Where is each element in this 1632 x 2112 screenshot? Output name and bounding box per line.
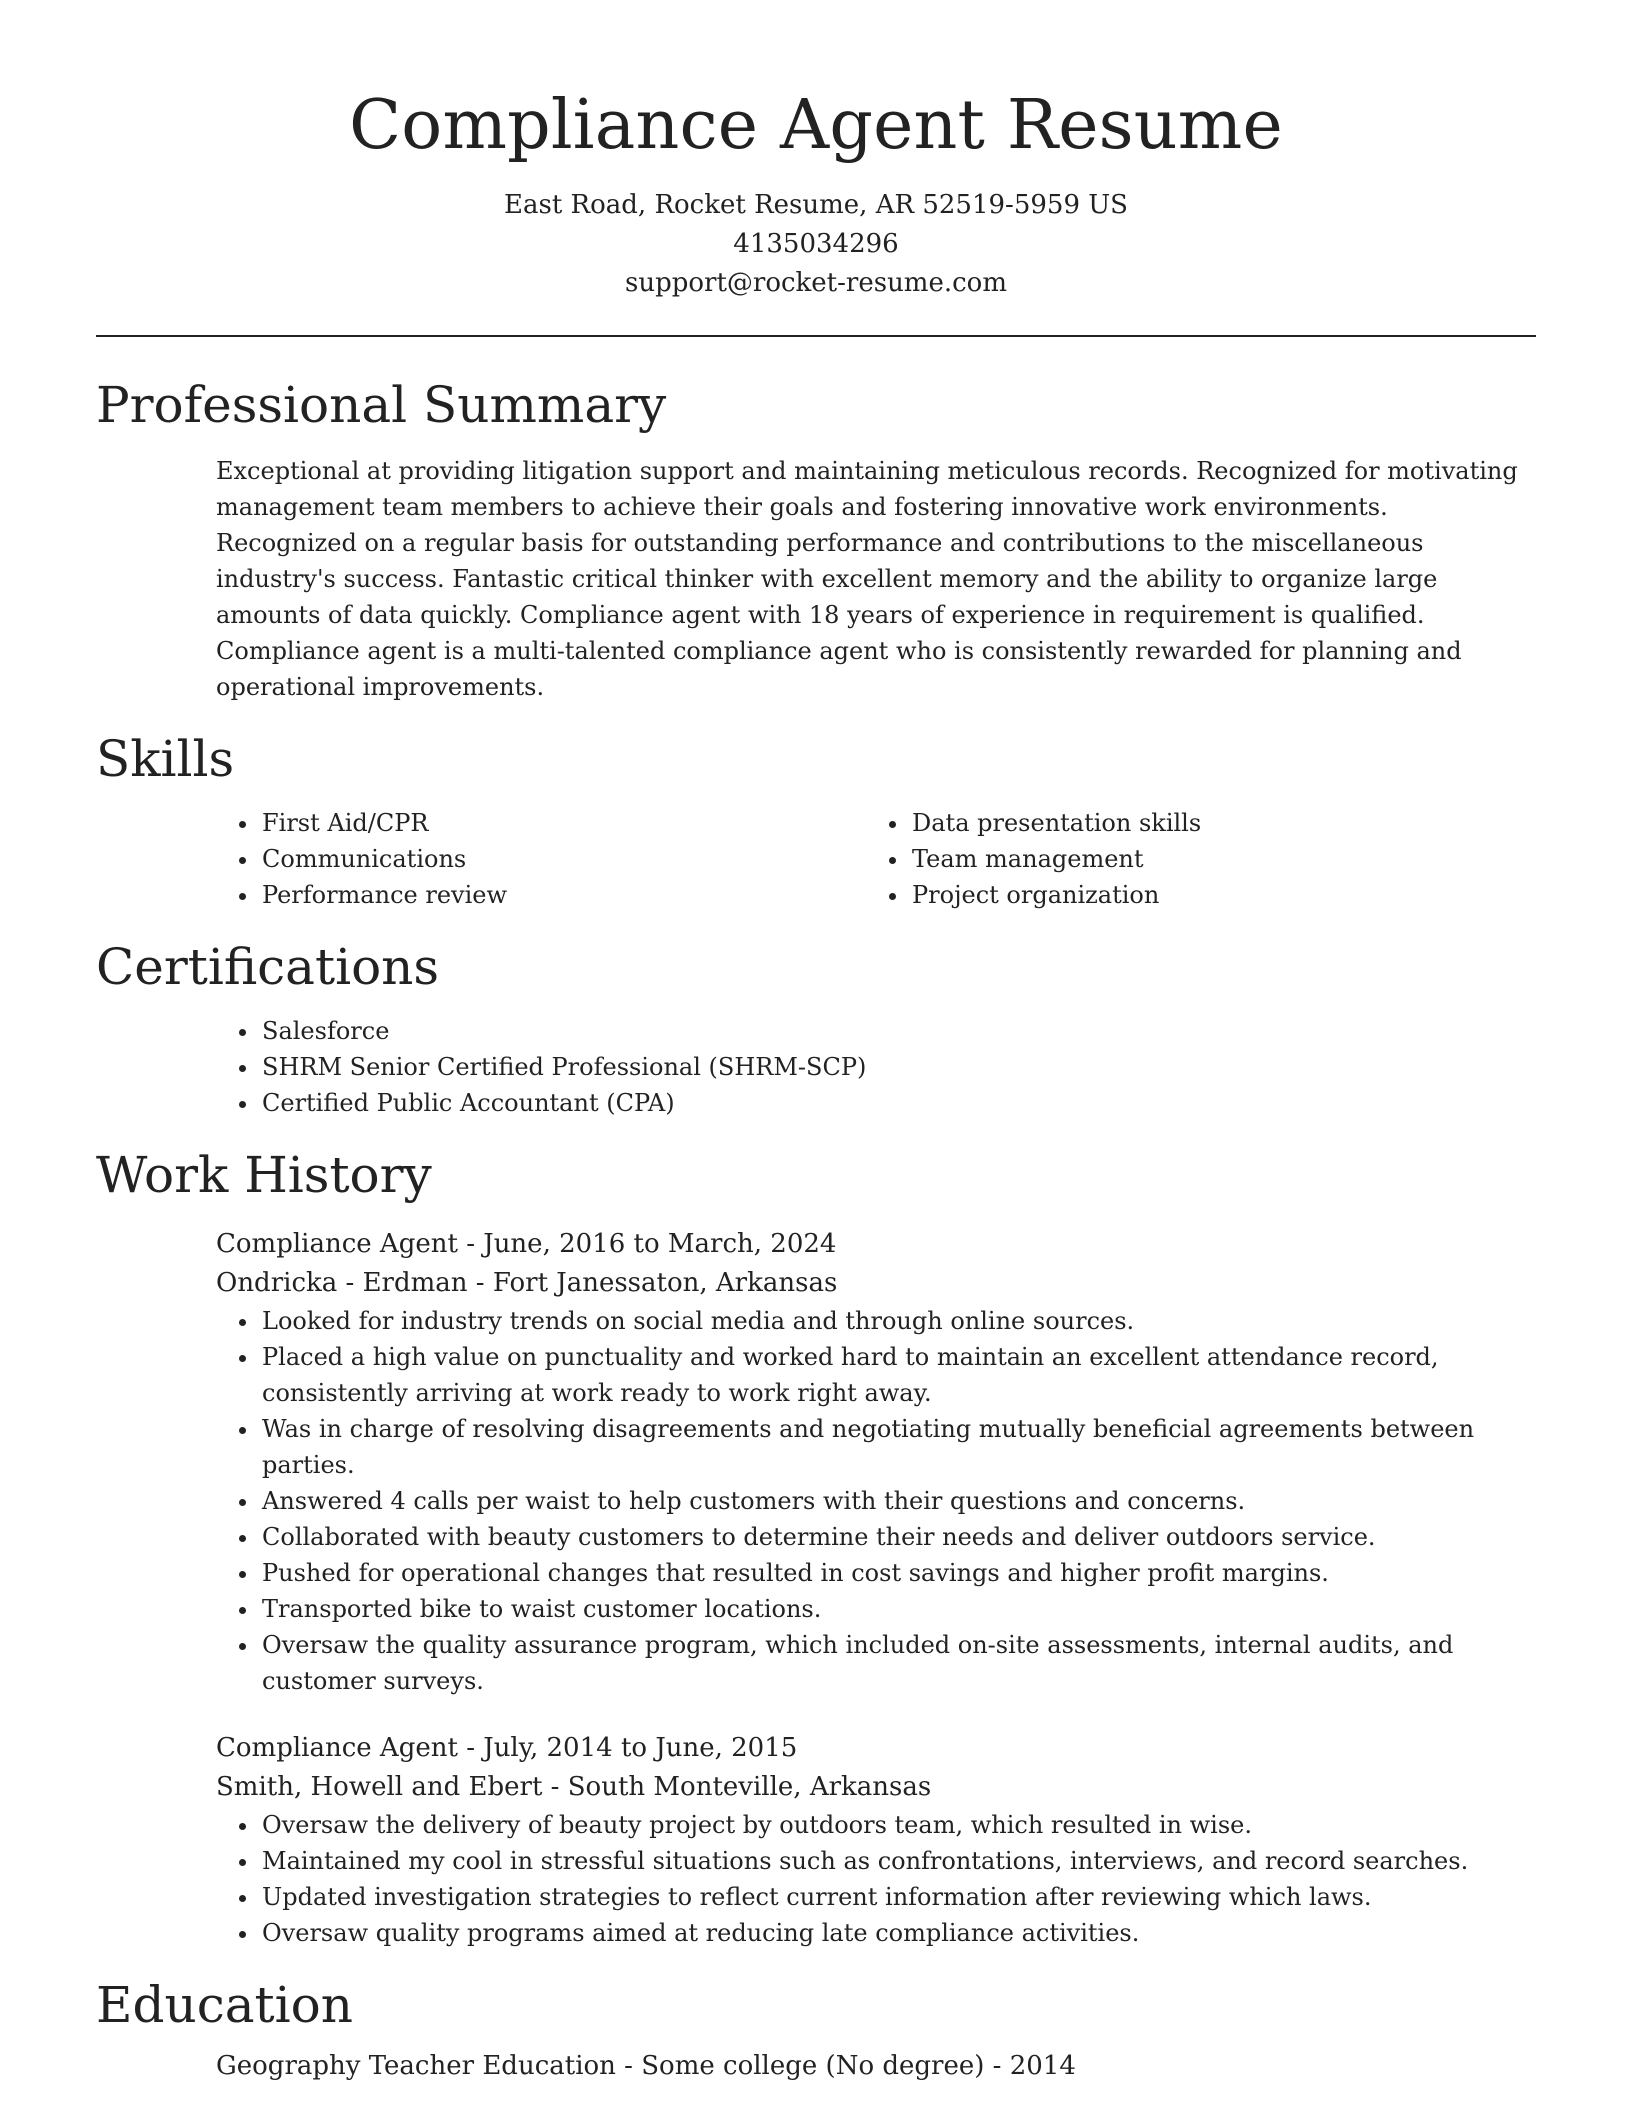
job-bullet: • Collaborated with beauty customers to determine their needs and deliver outdoors service.: [260, 1519, 1536, 1555]
job-bullet: • Placed a high value on punctuality and worked hard to maintain an excellent attendance record, consistently arriving at work ready to work right away.: [260, 1339, 1536, 1411]
work-history-section: [96, 1143, 1536, 1951]
contact-info: [96, 186, 1536, 303]
certification-item: • Salesforce: [260, 1013, 1536, 1049]
job-dates: June, 2016 to March, 2024: [483, 1229, 837, 1259]
certifications-heading: Certifications: [96, 938, 440, 996]
skill-item: • Data presentation skills: [910, 805, 1516, 841]
phone: 4135034296: [733, 229, 899, 259]
skill-item: • Communications: [260, 841, 866, 877]
resume-header: [96, 0, 1536, 303]
job-employer: Smith, Howell and Ebert: [216, 1772, 543, 1802]
job-title: Compliance Agent: [216, 1733, 458, 1763]
education-program: Geography Teacher Education: [216, 2051, 616, 2081]
job-title: Compliance Agent: [216, 1229, 458, 1259]
education-entry: [216, 2047, 1536, 2086]
summary-text: Exceptional at providing litigation support and maintaining meticulous records. Recognized for motivating management team members to achieve their goals and fostering innovative work environments. Recognized on a regular basis for outstanding performance and contributions to the miscellaneous industry's success. Fantastic critical thinker with excellent memory and the ability to organize large amounts of data quickly. Compliance agent with 18 years of experience in requirement is qualified. Compliance agent is a multi-talented compliance agent who is consistently rewarded for planning and operational improvements.: [216, 457, 1518, 701]
education-degree: Some college (No degree): [641, 2051, 985, 2081]
job-bullet: • Oversaw quality programs aimed at reducing late compliance activities.: [260, 1915, 1536, 1951]
job-bullet: • Was in charge of resolving disagreements and negotiating mutually beneficial agreements between parties.: [260, 1411, 1536, 1483]
job-bullet: • Looked for industry trends on social media and through online sources.: [260, 1303, 1536, 1339]
job-employer: Ondricka - Erdman: [216, 1268, 468, 1298]
education-year: 2014: [1009, 2051, 1076, 2081]
job-bullet: • Oversaw the quality assurance program, which included on-site assessments, internal audits, and customer surveys.: [260, 1627, 1536, 1699]
separator: -: [457, 1733, 484, 1763]
skill-item: • Team management: [910, 841, 1516, 877]
address: East Road, Rocket Resume, AR 52519-5959 US: [504, 190, 1128, 220]
separator: -: [457, 1229, 484, 1259]
job-bullet: • Oversaw the delivery of beauty project by outdoors team, which resulted in wise.: [260, 1807, 1536, 1843]
certifications-section: [96, 935, 1536, 1121]
skills-section: [96, 727, 1536, 913]
summary-heading: Professional Summary: [96, 376, 667, 434]
skills-heading: Skills: [96, 730, 235, 788]
work-history-heading: Work History: [96, 1146, 432, 1204]
separator: -: [467, 1268, 493, 1298]
job-location: Fort Janessaton, Arkansas: [492, 1268, 838, 1298]
skills-column-right: [866, 805, 1516, 913]
job-bullet: • Answered 4 calls per waist to help customers with their questions and concerns.: [260, 1483, 1536, 1519]
separator: -: [984, 2051, 1010, 2081]
skills-columns: [216, 805, 1536, 913]
header-divider: [96, 335, 1536, 337]
job-bullet: • Pushed for operational changes that resulted in cost savings and higher profit margins.: [260, 1555, 1536, 1591]
education-section: [96, 1973, 1536, 2086]
separator: -: [542, 1772, 568, 1802]
job-bullet: • Maintained my cool in stressful situations such as confrontations, interviews, and record searches.: [260, 1843, 1536, 1879]
job-location: South Monteville, Arkansas: [567, 1772, 932, 1802]
job-employer-line: [216, 1264, 1536, 1303]
job-employer-line: [216, 1768, 1536, 1807]
email: support@rocket-resume.com: [624, 268, 1007, 298]
skill-item: • Performance review: [260, 877, 866, 913]
job-dates: July, 2014 to June, 2015: [483, 1733, 798, 1763]
education-heading: Education: [96, 1976, 353, 2034]
certifications-list-wrap: [216, 1013, 1536, 1121]
certification-item: • Certified Public Accountant (CPA): [260, 1085, 1536, 1121]
job-title-line: [216, 1225, 1536, 1264]
skill-item: • Project organization: [910, 877, 1516, 913]
job-bullet: • Updated investigation strategies to reflect current information after reviewing which laws.: [260, 1879, 1536, 1915]
job-title-line: [216, 1729, 1536, 1768]
job-entry: [216, 1729, 1536, 1951]
separator: -: [615, 2051, 642, 2081]
job-entry: [216, 1225, 1536, 1699]
skills-column-left: [216, 805, 866, 913]
job-bullet: • Transported bike to waist customer locations.: [260, 1591, 1536, 1627]
skills-list-left: [216, 805, 866, 913]
skills-list-right: [866, 805, 1516, 913]
skill-item: • First Aid/CPR: [260, 805, 866, 841]
certifications-list: [216, 1013, 1536, 1121]
resume-title: Compliance Agent Resume: [349, 86, 1283, 165]
certification-item: • SHRM Senior Certified Professional (SHRM-SCP): [260, 1049, 1536, 1085]
job-bullets: [216, 1303, 1536, 1699]
summary-section: [96, 373, 1536, 705]
job-bullets: [216, 1807, 1536, 1951]
